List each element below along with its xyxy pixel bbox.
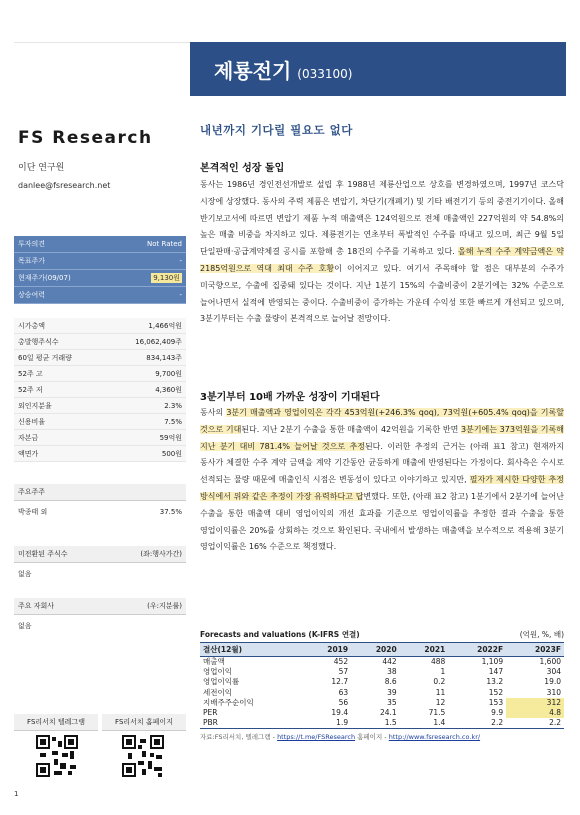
body-text: 이 이어지고 있다. 여기서 주목해야 할 점은 대부분의 수주가 미국향으로, 수출에 집중돼 있다는 것이다. 지난 1분기 15%의 수출비중이 2분기에는 32% 수준으로 늘어나면서 실적에 반영되는 중이다. 수출비중이 증가하는 가운데 수익성 또한 빠르게 개선되고 있으며, 3분기부터는 수출 물량이 본격적으로 늘어날 전망이다.	[200, 263, 564, 324]
company-title	[214, 55, 352, 84]
table-cell: 24.1	[379, 708, 397, 718]
table-cell: 39	[387, 687, 397, 697]
links-box	[14, 714, 186, 777]
subsidiary-unit: (우:지분률)	[147, 602, 182, 610]
investment-row	[14, 253, 186, 270]
stat-value: 2.3%	[164, 401, 182, 410]
header-title-panel	[190, 42, 566, 96]
source-text: 자료:FS리서치, 텔레그램 -	[200, 733, 278, 742]
stat-row	[14, 446, 186, 462]
shareholder-name: 박종태 외	[18, 508, 48, 516]
company-name: 제룡전기	[214, 59, 292, 83]
table-row	[200, 698, 564, 708]
table-cell: 153	[488, 697, 504, 707]
highlighted-text: 3분기에는 373억원을 기록해 지난 분기 대비 781.4% 늘어날 것으로 추정	[200, 424, 564, 451]
table-cell: 147	[488, 667, 504, 677]
column-header: 2022F	[448, 643, 506, 657]
shareholder-title-text: 주요주주	[18, 488, 46, 496]
subsidiary-box	[14, 598, 186, 637]
stat-label: 52주 저	[18, 385, 43, 394]
telegram-link-label[interactable]: FS리서치 텔레그램	[14, 714, 98, 731]
brand-logo-text: FS Research	[18, 128, 153, 148]
homepage-qr-icon[interactable]	[122, 735, 164, 777]
table-cell: 152	[488, 687, 504, 697]
table-row	[200, 677, 564, 687]
subsidiary-row	[14, 615, 186, 637]
investment-label: 투자의견	[18, 240, 46, 248]
stat-label: 총발행주식수	[18, 337, 59, 346]
investment-value: 9,130원	[153, 274, 180, 282]
table-cell: 57	[338, 667, 349, 677]
investment-value: Not Rated	[147, 240, 182, 248]
unconverted-row	[14, 563, 186, 585]
investment-row	[14, 270, 186, 287]
subsidiary-title	[14, 598, 186, 615]
forecast-table-title	[200, 626, 564, 640]
column-header: 결산(12월)	[200, 643, 303, 657]
stat-value: 7.5%	[164, 417, 182, 426]
stat-label: 자본금	[18, 433, 39, 442]
section-title-q3: 3분기부터 10배 가까운 성장이 기대된다	[200, 392, 380, 403]
stat-row	[14, 318, 186, 334]
table-cell: 12.7	[331, 677, 349, 687]
page-number: 1	[14, 790, 19, 798]
investment-label: 목표주가	[18, 257, 46, 265]
stat-row	[14, 414, 186, 430]
telegram-qr-icon[interactable]	[36, 735, 78, 777]
table-cell: 8.6	[384, 677, 397, 687]
table-row	[200, 708, 564, 718]
table-cell: 488	[430, 657, 446, 666]
table-cell: 1,600	[539, 657, 561, 666]
homepage-link[interactable]: http://www.fsresearch.co.kr/	[388, 733, 481, 742]
table-cell: PER	[203, 708, 218, 718]
unconverted-title	[14, 546, 186, 563]
analyst-email[interactable]: danlee@fsresearch.net	[18, 181, 111, 190]
major-shareholder-box	[14, 484, 186, 523]
table-row	[200, 688, 564, 698]
column-header: 2019	[303, 643, 352, 657]
link-headers	[14, 714, 186, 731]
table-title-text: Forecasts and valuations (K-IFRS 연결)	[200, 630, 360, 639]
header-left-panel	[14, 42, 190, 96]
header-band	[14, 42, 566, 96]
stat-value: 834,143주	[146, 353, 182, 362]
subsidiary-value: 없음	[18, 622, 32, 630]
table-unit: (억원, %, 배)	[519, 630, 564, 639]
unconverted-value: 없음	[18, 570, 32, 578]
unconverted-title-text: 미전환된 주식수	[18, 550, 68, 558]
body-text: 동사의	[200, 408, 227, 417]
stat-row	[14, 366, 186, 382]
table-cell: 영업이익률	[203, 677, 240, 687]
investment-box	[14, 236, 186, 304]
table-cell: 35	[387, 697, 397, 707]
subsidiary-title-text: 주요 자회사	[18, 602, 55, 610]
shareholder-title	[14, 484, 186, 501]
table-cell: 19.0	[544, 677, 561, 687]
ticker-code: (033100)	[297, 67, 353, 81]
analyst-name: 이단 연구원	[18, 163, 65, 173]
table-source	[200, 732, 564, 741]
table-cell-highlighted: 312	[506, 698, 564, 708]
table-cell: 세전이익	[203, 687, 232, 697]
unconverted-unit: (좌:행사가간)	[140, 550, 182, 558]
shareholder-row	[14, 501, 186, 523]
unconverted-shares-box	[14, 546, 186, 585]
investment-value: -	[179, 257, 182, 265]
table-cell: 452	[333, 657, 349, 666]
stat-row	[14, 334, 186, 350]
stat-row	[14, 350, 186, 366]
table-cell: 1.4	[400, 718, 449, 729]
body-text: 동사는 1986년 경인전선개발로 설립 후 1988년 제룡산업으로 상호를 변경하였으며, 1997년 코스닥 시장에 상장했다. 동사의 주력 제품은 변압기, 차단기(개폐기) 및 기타 배전기기 등의 중전기기이다. 올해 반기보고서에 따르면 변압기 제품 누적 매출액은 124억원으로 전체 매출액인 227억원의 약 54.8%의 높은 매출 비중을 차지하고 있다. 제룡전기는 연초부터 폭발적인 수주를 따내고 있으며, 최근 9월 5일 단일판매·공급계약체결 공시를 포함해 총 18건의 수주를 기록하고 있다.	[200, 180, 564, 257]
table-cell: 11	[435, 687, 446, 697]
body-text: 된다. 지난 2분기 수출을 통한 매출액이 42억원을 기록한 반면	[241, 424, 461, 434]
stat-value: 1,466억원	[148, 321, 182, 330]
table-cell: 9.9	[491, 708, 504, 718]
highlighted-text: 필자가 제시한 다양한 추정 방식에서 위와 같은 추정이 가장 유력하다고 답	[200, 475, 564, 501]
table-cell: 13.2	[486, 677, 504, 687]
telegram-link[interactable]: https://t.me/FSResearch	[277, 733, 356, 742]
table-cell: 2.2	[506, 718, 564, 729]
section-body-growth	[200, 177, 564, 328]
investment-label: 상승여력	[18, 291, 46, 299]
homepage-link-label[interactable]: FS리서치 홈페이지	[102, 714, 186, 731]
table-row	[200, 667, 564, 677]
table-cell: 63	[338, 687, 349, 697]
stat-label: 액면가	[18, 449, 39, 458]
stat-label: 외인지분율	[18, 401, 52, 410]
table-row	[200, 718, 564, 729]
table-cell: 310	[546, 687, 561, 697]
report-headline: 내년까지 기다릴 필요도 없다	[200, 123, 353, 137]
column-header: 2020	[351, 643, 400, 657]
forecast-table-box	[200, 626, 564, 741]
body-text: 변했다. 또한, (아래 표2 참고) 1분기에서 2분기에 늘어난 수출을 통한 매출액 대비 영업이익의 개선 효과를 기준으로 영업이익률을 추정한 결과 수출을 통한 영업이익률은 20%를 상회하는 것으로 확인된다. 국내에서 발생하는 매출액을 보수적으로 적용해 3분기 영업이익률은 16% 수준으로 책정했다.	[200, 491, 564, 552]
table-cell: 영업이익	[203, 667, 232, 677]
table-cell: 1.9	[303, 718, 352, 729]
table-cell: 2.2	[448, 718, 506, 729]
table-cell: PBR	[200, 718, 303, 729]
column-header: 2023F	[506, 643, 564, 657]
table-cell: 지배주주순이익	[203, 697, 254, 707]
stock-stats-table	[14, 318, 186, 462]
table-cell: 304	[546, 667, 561, 677]
investment-row	[14, 236, 186, 253]
stat-label: 시가총액	[18, 321, 46, 330]
stat-row	[14, 430, 186, 446]
section-body-q3	[200, 405, 564, 556]
investment-label: 현재주가(09/07)	[18, 274, 71, 282]
table-cell: 442	[382, 657, 397, 666]
stat-value: 500원	[161, 449, 182, 458]
stat-label: 52주 고	[18, 369, 43, 378]
column-header: 2021	[400, 643, 449, 657]
stat-value: 4,360원	[155, 385, 182, 394]
highlighted-text: 올해 누적 수주 계약금액은 약 2185억원으로 역대 최대 수주 호황	[200, 247, 564, 273]
section-title-growth: 본격적인 성장 돌입	[200, 163, 285, 174]
source-text: 홈페이지 -	[355, 733, 389, 742]
body-text: 된다. 이러한 추정의 근거는 (아래 표1 참고) 현재까지 동사가 체결한 수주 계약 금액을 계약 기간동안 균등하게 매출에 반영된다는 가정이다. 회사측은 수시로 선적되는 물량 때문에 매출인식 시점은 변동성이 있다고 이야기하고 있지만,	[200, 441, 565, 485]
table-cell: 12	[435, 697, 446, 707]
table-cell-highlighted: 4.8	[506, 708, 564, 718]
shareholder-value: 37.5%	[159, 508, 182, 516]
table-cell: 19.4	[331, 708, 349, 718]
stat-value: 59억원	[159, 433, 182, 442]
stat-row	[14, 398, 186, 414]
stat-row	[14, 382, 186, 398]
stat-value: 9,700원	[155, 369, 182, 378]
stat-label: 신용비율	[18, 417, 46, 426]
table-cell: 1.5	[351, 718, 400, 729]
table-cell: 매출액	[203, 657, 225, 666]
table-header-row	[200, 643, 564, 657]
table-row	[200, 657, 564, 668]
table-cell: 38	[387, 667, 397, 677]
forecast-table	[200, 642, 564, 729]
stat-label: 60일 평균 거래량	[18, 353, 72, 362]
table-cell: 0.2	[433, 677, 446, 687]
investment-row	[14, 287, 186, 304]
highlighted-text: 3분기 매출액과 영업이익은 각각 453억원(+246.3% qoq), 73억원(+605.4% qoq)을 기록할 것으로 기대	[200, 408, 564, 434]
table-cell: 1	[440, 667, 446, 677]
table-cell: 71.5	[428, 708, 446, 718]
table-cell: 1,109	[481, 657, 504, 666]
investment-value: -	[179, 291, 182, 299]
qr-row	[14, 735, 186, 777]
stat-value: 16,062,409주	[135, 337, 182, 346]
table-cell: 56	[338, 697, 349, 707]
